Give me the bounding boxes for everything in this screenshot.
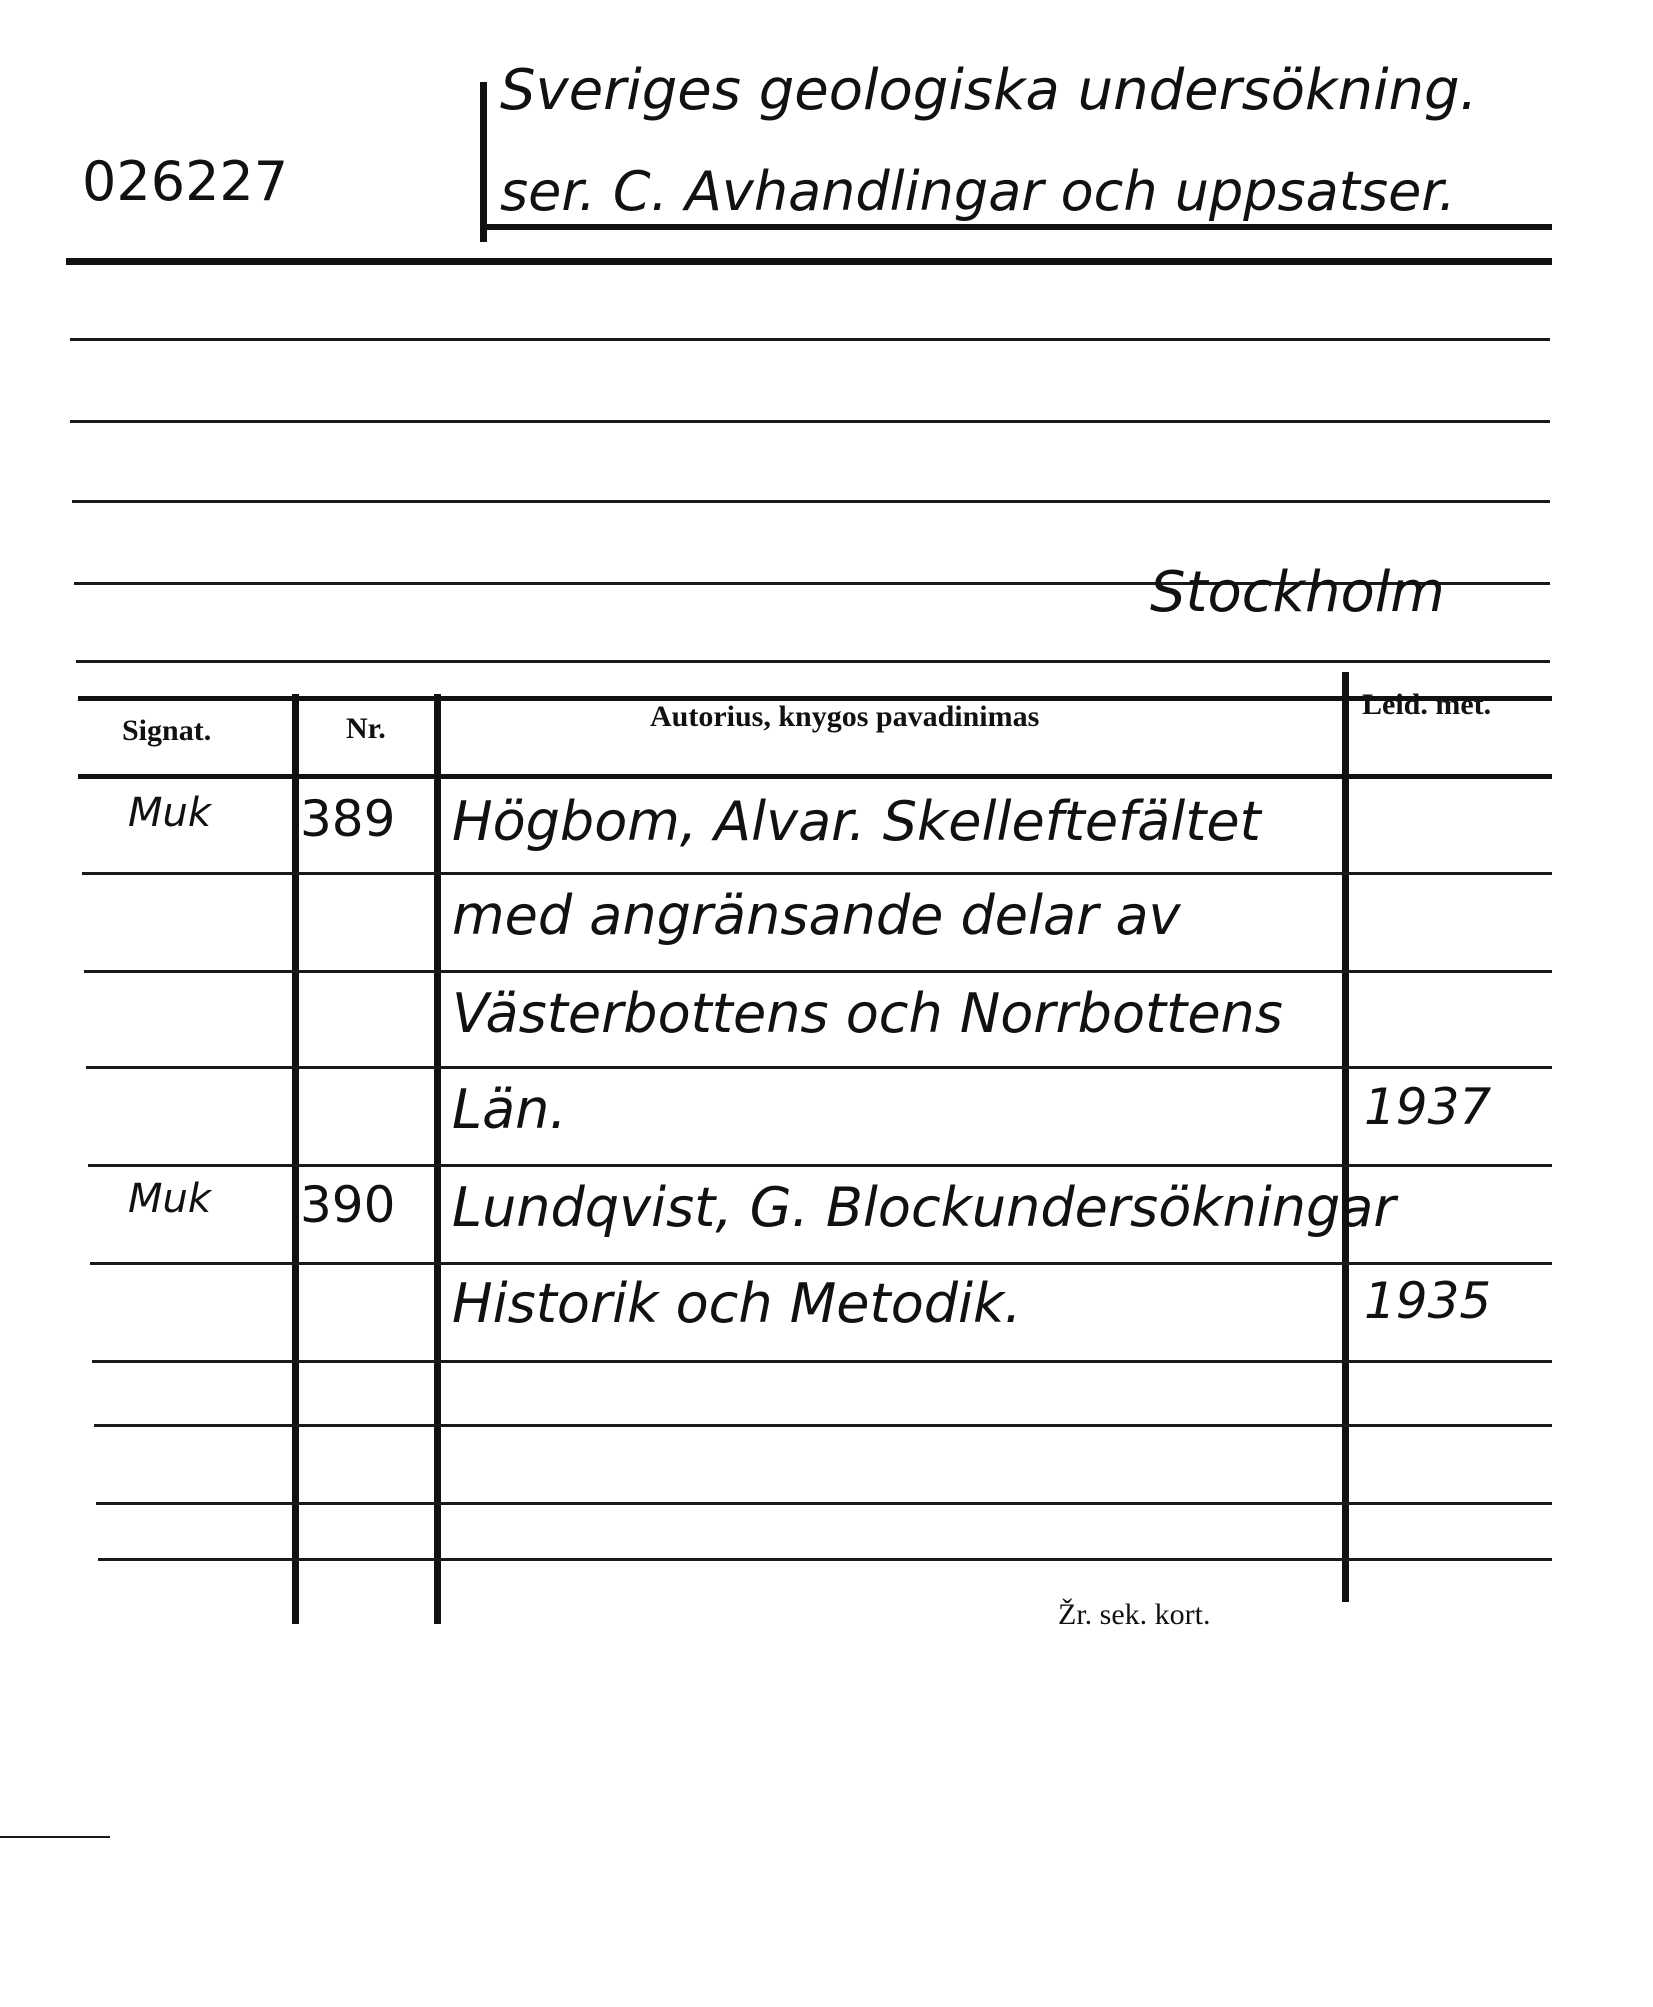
header-rule-top <box>480 224 1552 230</box>
column-divider-nr <box>434 694 441 1624</box>
row-rule <box>92 1360 1552 1363</box>
header-autorius: Autorius, knygos pavadinimas <box>650 700 1040 733</box>
row-signat: Muk <box>128 790 212 836</box>
ruled-line <box>76 660 1550 663</box>
row-year: 1937 <box>1364 1078 1492 1136</box>
row-rule <box>86 1066 1552 1069</box>
row-rule <box>98 1558 1552 1561</box>
footer-note: Žr. sek. kort. <box>1058 1598 1211 1631</box>
row-rule <box>82 872 1552 875</box>
row-rule <box>88 1164 1552 1167</box>
column-divider-text <box>1342 672 1349 1602</box>
row-text: Historik och Metodik. <box>452 1272 1022 1335</box>
margin-mark <box>0 1836 110 1838</box>
publication-place: Stockholm <box>1150 560 1445 625</box>
card-id: 026227 <box>82 150 289 213</box>
row-rule <box>96 1502 1552 1505</box>
ruled-line <box>72 500 1550 503</box>
row-text: Högbom, Alvar. Skelleftefältet <box>452 790 1261 853</box>
header-leid-met: Leid. met. <box>1362 688 1492 721</box>
ruled-line <box>70 338 1550 341</box>
row-nr: 389 <box>300 790 396 848</box>
row-text: Lundqvist, G. Blockundersökningar <box>452 1176 1396 1239</box>
column-divider-signat <box>292 694 299 1624</box>
row-rule <box>90 1262 1552 1265</box>
row-text: Västerbottens och Norrbottens <box>452 982 1283 1045</box>
row-rule <box>84 970 1552 973</box>
row-rule <box>94 1424 1552 1427</box>
header-signat: Signat. <box>122 714 212 747</box>
header-nr: Nr. <box>346 712 386 745</box>
ruled-line <box>70 420 1550 423</box>
row-text: Län. <box>452 1078 567 1141</box>
series-title-line2: ser. C. Avhandlingar och uppsatser. <box>500 160 1456 223</box>
table-header-bottom-rule <box>78 774 1552 779</box>
row-nr: 390 <box>300 1176 396 1234</box>
row-signat: Muk <box>128 1176 212 1222</box>
row-text: med angränsande delar av <box>452 884 1181 947</box>
header-rule <box>66 258 1552 265</box>
series-title-line1: Sveriges geologiska undersökning. <box>500 58 1478 123</box>
row-year: 1935 <box>1364 1272 1492 1330</box>
series-bracket <box>480 82 487 242</box>
